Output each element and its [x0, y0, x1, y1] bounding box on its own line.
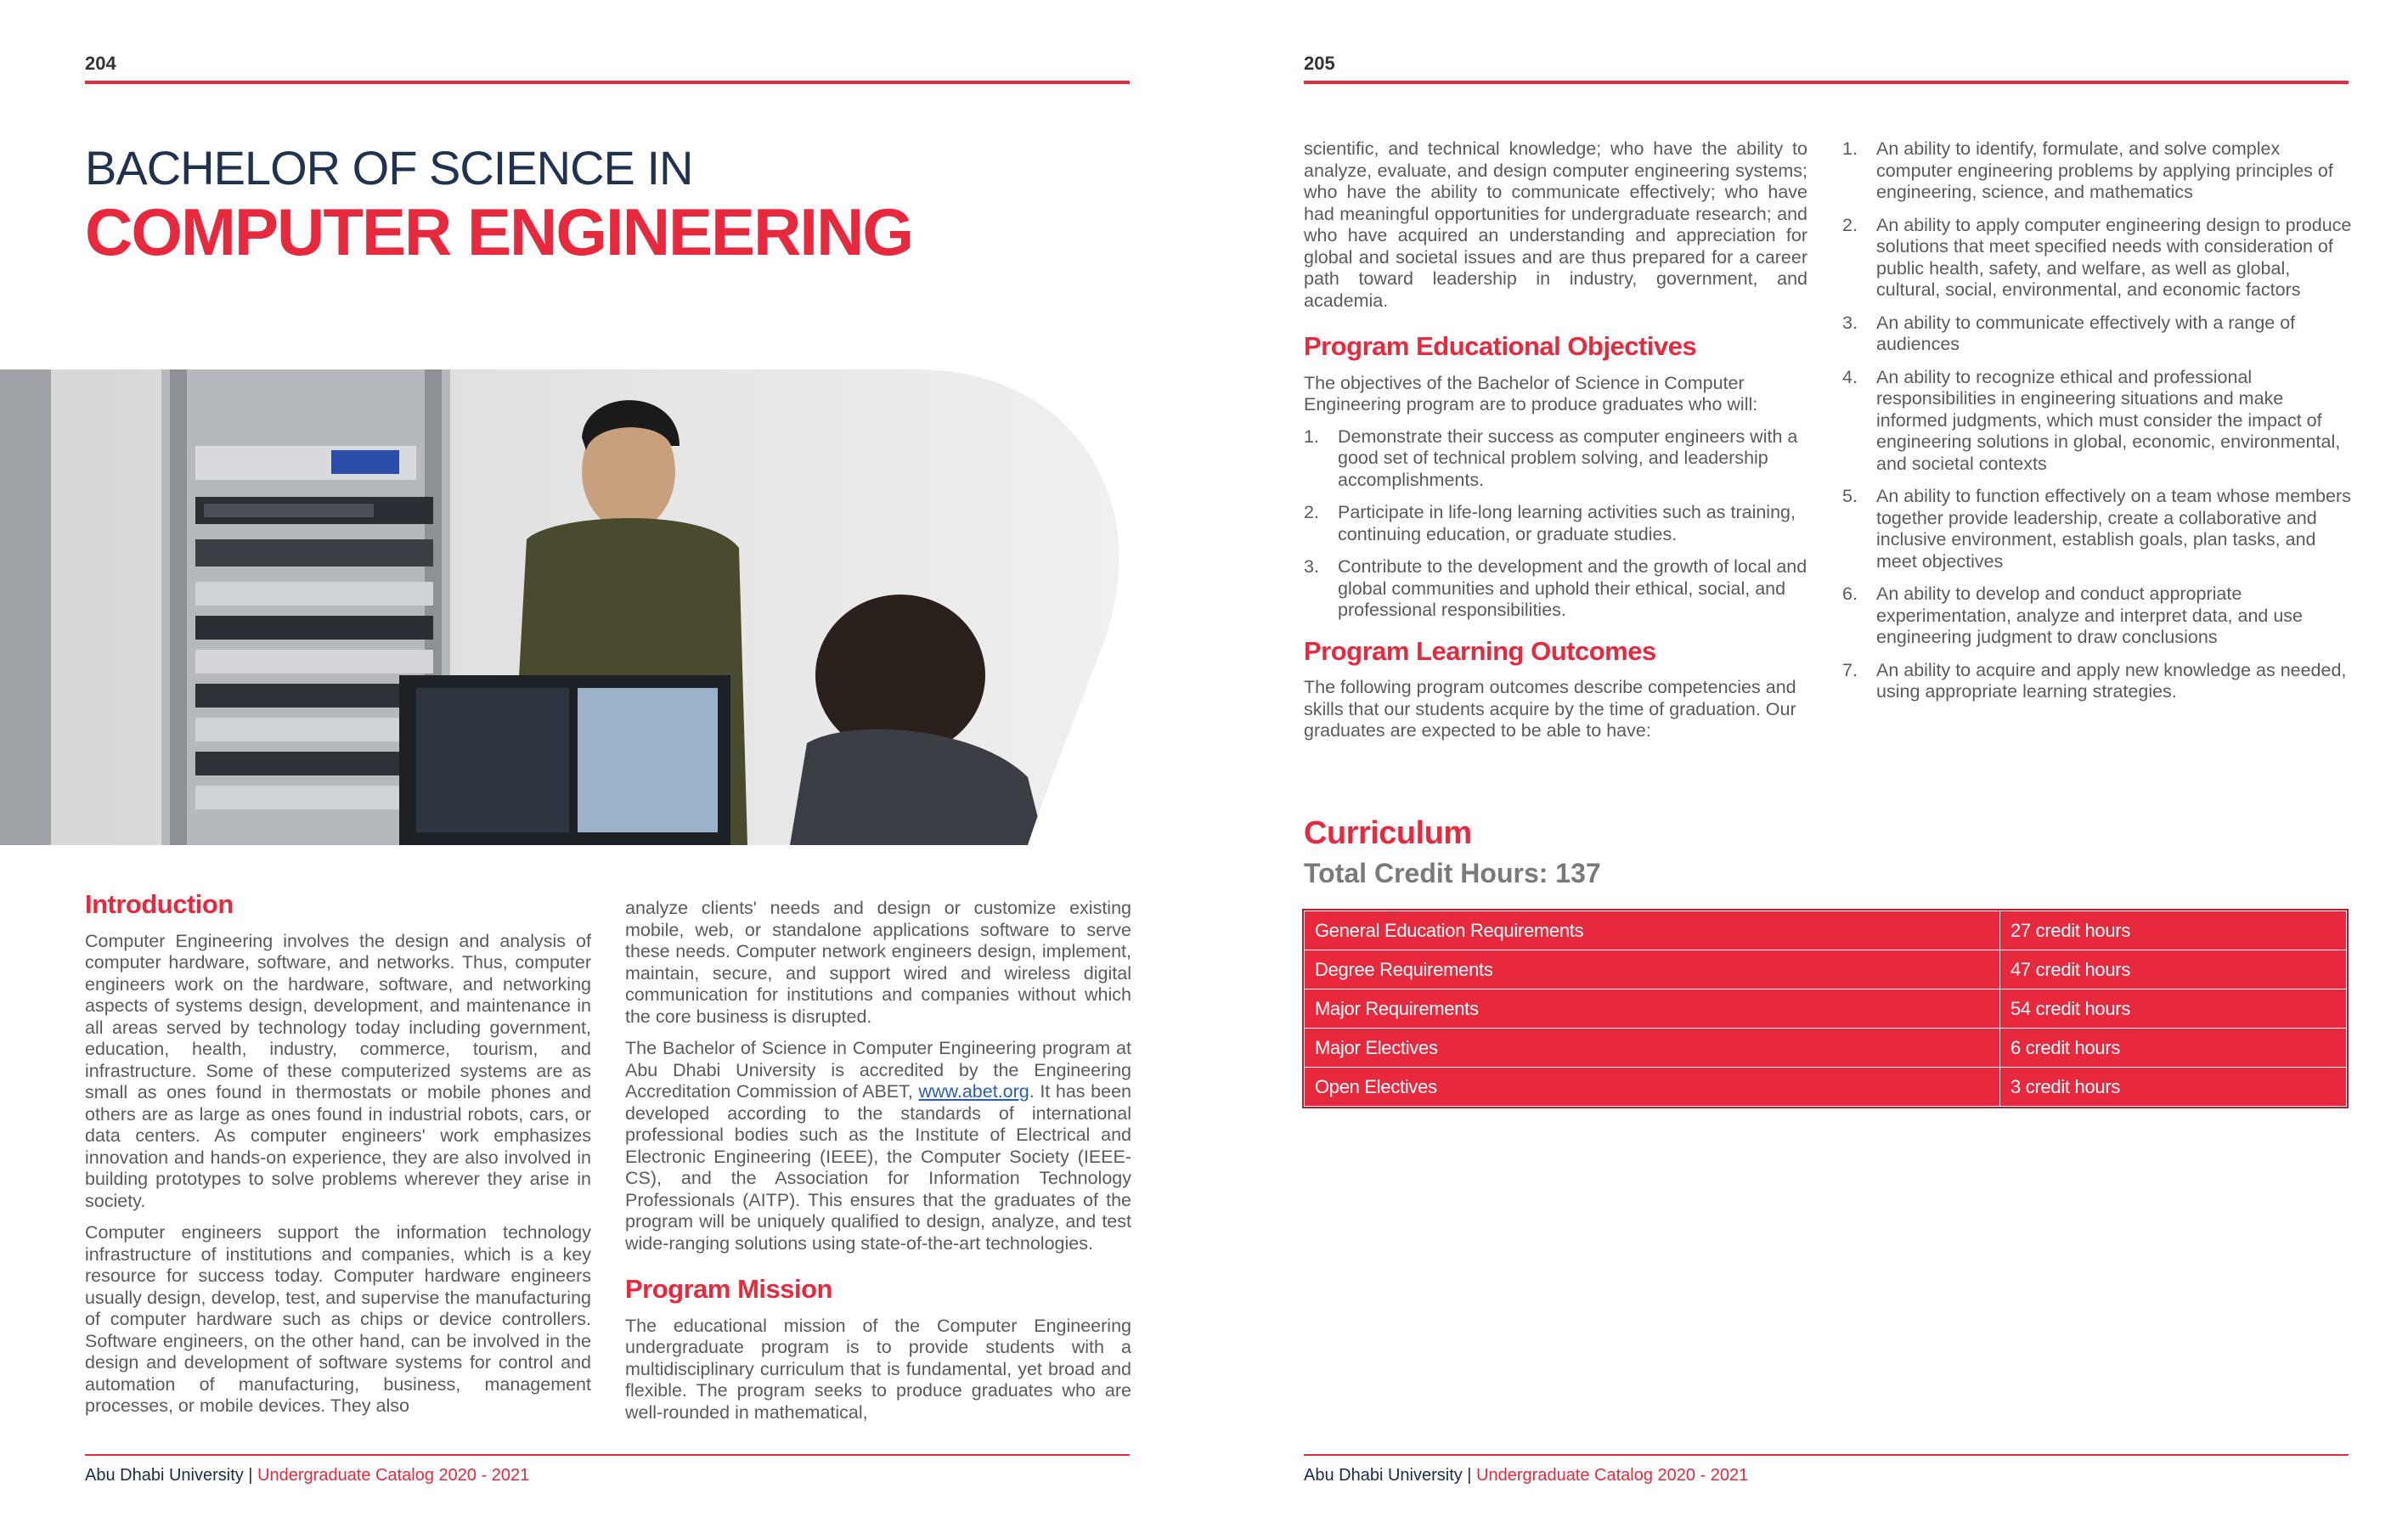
footer: [85, 1466, 529, 1485]
table-row: [1305, 1029, 2347, 1068]
abet-link[interactable]: www.abet.org: [918, 1081, 1029, 1102]
page-number: 205: [1304, 53, 1335, 74]
intro-paragraph-3: analyze clients' needs and design or customize existing mobile, web, or standalone applications software to serve these needs. Computer network engineers design, implement, maintain, secure, and support wired and wireless digital communication for institutions and companies without which the core business is disrupted.: [625, 898, 1131, 1027]
list-item-number: 1.: [1304, 426, 1319, 447]
mission-continued: scientific, and technical knowledge; who have the ability to analyze, evaluate, and design computer engineering systems; who have the ability to communicate effectively; who have had meaningful opportunities for undergraduate research; and who have acquired an understanding and appreciation for global and societal issues and are thus prepared for a career path toward leadership in industry, government, and academia.: [1304, 138, 1807, 311]
credit-hours-table: [1304, 910, 2347, 1107]
list-item: [1842, 215, 2352, 302]
credit-hours-value: 47 credit hours: [2000, 950, 2347, 989]
requirement-label: Open Electives: [1305, 1068, 2000, 1107]
table-row: [1305, 950, 2347, 989]
program-title-line2: COMPUTER ENGINEERING: [85, 194, 913, 269]
outcomes-intro: The following program outcomes describe competencies and skills that our students acquire by the time of graduation. Our graduates are expected to be able to have:: [1304, 677, 1796, 741]
intro-paragraph-4: [625, 1038, 1131, 1254]
list-item-number: 3.: [1842, 312, 1858, 333]
table-row: [1305, 1068, 2347, 1107]
list-item-number: 1.: [1842, 138, 1858, 159]
footer-catalog: Undergraduate Catalog 2020 - 2021: [1476, 1466, 1749, 1485]
intro-paragraph-4-part1: The Bachelor of Science in Computer Engineering program at Abu Dhabi University is accredited by the Engineering Accreditation Commission of ABET,: [625, 1038, 1131, 1102]
header-rule: [85, 81, 1130, 84]
list-item: [1842, 367, 2352, 476]
list-item: [1304, 556, 1807, 622]
requirement-label: General Education Requirements: [1305, 911, 2000, 950]
footer-org: Abu Dhabi University: [1304, 1466, 1463, 1485]
lab-photo: [0, 369, 1130, 845]
objectives-intro: The objectives of the Bachelor of Science in Computer Engineering program are to produce graduates who will:: [1304, 372, 1758, 414]
intro-column-2: [625, 898, 1131, 1434]
footer: [1304, 1466, 1748, 1485]
footer-org: Abu Dhabi University: [85, 1466, 244, 1485]
outcomes-heading: Program Learning Outcomes: [1304, 635, 1656, 666]
outcomes-list: [1842, 138, 2352, 703]
right-column-2: [1842, 138, 2352, 714]
list-item: [1842, 583, 2352, 649]
right-page: [1204, 0, 2408, 1539]
program-title-line1: BACHELOR OF SCIENCE IN: [85, 141, 693, 194]
footer-separator: |: [243, 1466, 258, 1485]
list-item-text: An ability to acquire and apply new knowledge as needed, using appropriate learning strategies.: [1876, 659, 2347, 702]
list-item: [1842, 313, 2352, 356]
requirement-label: Major Requirements: [1305, 989, 2000, 1029]
list-item-text: An ability to identify, formulate, and solve complex computer engineering problems by applying principles of engineering, science, and mathematics: [1876, 138, 2333, 202]
table-row: [1305, 911, 2347, 950]
requirement-label: Degree Requirements: [1305, 950, 2000, 989]
list-item-text: Demonstrate their success as computer engineers with a good set of technical problem solving, and leadership accomplishments.: [1338, 426, 1798, 490]
footer-rule: [1304, 1454, 2349, 1456]
header-rule: [1304, 81, 2349, 84]
list-item-number: 7.: [1842, 659, 1858, 680]
list-item-number: 2.: [1304, 502, 1319, 522]
list-item-text: An ability to communicate effectively with a range of audiences: [1876, 312, 2296, 354]
intro-column-1: [85, 889, 591, 1428]
list-item-text: An ability to apply computer engineering design to produce solutions that meet specified needs with consideration of public health, safety, and welfare, as well as global, cultural, social, environmental, and economic factors: [1876, 214, 2352, 300]
list-item: [1842, 660, 2352, 703]
introduction-heading: Introduction: [85, 889, 234, 919]
intro-paragraph-1: Computer Engineering involves the design and analysis of computer hardware, software, and networks. Thus, computer engineers work on the hardware, software, and networking aspects of systems design, development, and maintenance in all areas served by technology today including government, education, health, industry, commerce, tourism, and infrastructure. Some of these computerized systems are as small as ones found in thermostats or mobile phones and others are as large as ones found in industrial robots, cars, or data centers. As computer engineers' work emphasizes innovation and hands-on experience, they are also involved in building prototypes to solve problems wherever they arise in society.: [85, 930, 591, 1211]
table-row: [1305, 989, 2347, 1029]
list-item-number: 3.: [1304, 556, 1319, 577]
list-item-number: 2.: [1842, 214, 1858, 235]
footer-catalog: Undergraduate Catalog 2020 - 2021: [257, 1466, 530, 1485]
mission-paragraph: The educational mission of the Computer Engineering undergraduate program is to provide students with a multidisciplinary curriculum that is fundamental, yet broad and flexible. The program seeks to produce graduates who are well-rounded in mathematical,: [625, 1315, 1131, 1423]
credit-hours-value: 6 credit hours: [2000, 1029, 2347, 1068]
list-item-text: Participate in life-long learning activities such as training, continuing education, or graduate studies.: [1338, 502, 1796, 544]
mission-heading: Program Mission: [625, 1274, 832, 1304]
requirement-label: Major Electives: [1305, 1029, 2000, 1068]
list-item: [1304, 426, 1807, 492]
footer-separator: |: [1462, 1466, 1477, 1485]
list-item-number: 6.: [1842, 583, 1858, 604]
objectives-list: [1304, 426, 1807, 622]
list-item-number: 5.: [1842, 486, 1858, 506]
list-item-text: An ability to function effectively on a team whose members together provide leadership, create a collaborative and inclusive environment, establish goals, plan tasks, and meet objectives: [1876, 486, 2351, 572]
list-item-text: An ability to develop and conduct appropriate experimentation, analyze and interpret data, and use engineering judgment to draw conclusions: [1876, 583, 2303, 647]
credit-hours-value: 54 credit hours: [2000, 989, 2347, 1029]
objectives-heading: Program Educational Objectives: [1304, 331, 1697, 361]
list-item: [1842, 138, 2352, 204]
page-number: 204: [85, 53, 116, 74]
list-item-number: 4.: [1842, 366, 1858, 387]
right-column-1: [1304, 138, 1807, 753]
total-credit-hours: Total Credit Hours: 137: [1304, 858, 1601, 888]
curriculum-heading: Curriculum: [1304, 815, 1472, 851]
list-item-text: An ability to recognize ethical and professional responsibilities in engineering situations and make informed judgments, which must consider the impact of engineering solutions in global, economic, environmental, and societal contexts: [1876, 366, 2341, 474]
list-item: [1842, 486, 2352, 572]
list-item-text: Contribute to the development and the growth of local and global communities and uphold their ethical, social, and professional responsibilities.: [1338, 556, 1807, 620]
intro-paragraph-2: Computer engineers support the information technology infrastructure of institutions and companies, which is a key resource for success today. Computer hardware engineers usually design, develop, test, and supervise the manufacturing of computer hardware such as chips or device controllers. Software engineers, on the other hand, can be involved in the design and development of software systems for control and automation of manufacturing, business, management processes, or mobile devices. They also: [85, 1222, 591, 1416]
list-item: [1304, 502, 1807, 545]
credit-hours-value: 27 credit hours: [2000, 911, 2347, 950]
footer-rule: [85, 1454, 1130, 1456]
intro-paragraph-4-part2: . It has been developed according to the standards of international professional bodies such as the Institute of Electrical and Electronic Engineering (IEEE), the Computer Society (IEEE-CS), and the Association for Information Technology Professionals (AITP). This ensures that the graduates of the program will be uniquely qualified to design, analyze, and test wide-ranging solutions using state-of-the-art technologies.: [625, 1081, 1131, 1254]
credit-hours-value: 3 credit hours: [2000, 1068, 2347, 1107]
